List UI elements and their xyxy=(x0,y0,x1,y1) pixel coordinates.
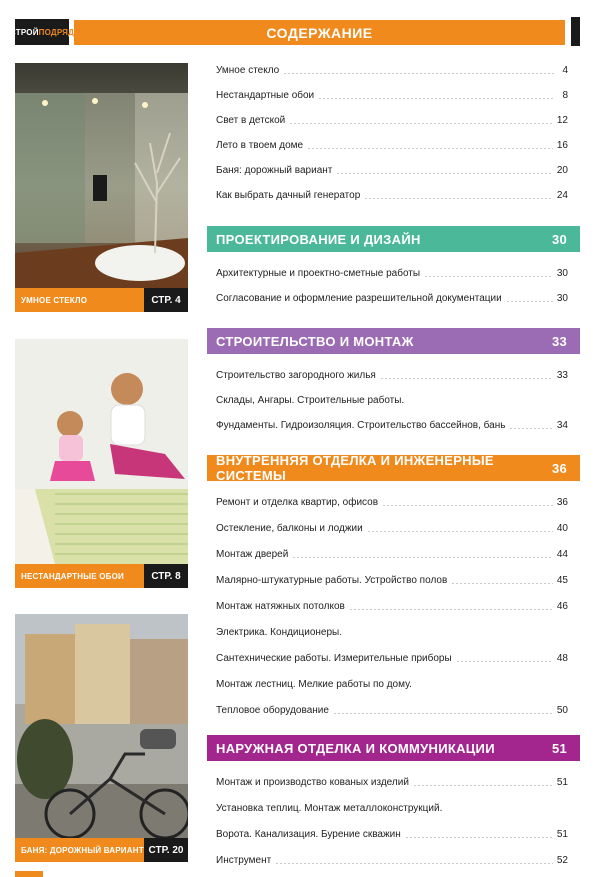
toc-entry-page: 50 xyxy=(556,705,568,716)
photo-caption: НЕСТАНДАРТНЫЕ ОБОИ xyxy=(15,564,144,588)
toc-entry-label: Как выбрать дачный генератор xyxy=(216,190,361,201)
toc-entry-label: Электрика. Кондиционеры. xyxy=(216,627,342,638)
toc-entry-page: 8 xyxy=(562,90,568,101)
bicycle-sauna-image xyxy=(15,614,188,862)
toc-entry-page: 20 xyxy=(556,165,568,176)
toc-entry-label: Фундаменты. Гидроизоляция. Строительство бассейнов, бань xyxy=(216,420,506,431)
toc-entry[interactable] xyxy=(216,650,568,664)
leader-dots xyxy=(456,661,553,662)
photo-page: СТР. 20 xyxy=(144,838,188,862)
toc-entry[interactable] xyxy=(216,367,568,381)
toc-entry-label: Монтаж и производство кованых изделий xyxy=(216,777,409,788)
toc-entry-label: Умное стекло xyxy=(216,65,280,76)
section-title: ПРОЕКТИРОВАНИЕ И ДИЗАЙН xyxy=(216,231,421,247)
toc-entry[interactable] xyxy=(216,546,568,560)
photo-caption: БАНЯ: ДОРОЖНЫЙ ВАРИАНТ xyxy=(15,838,144,862)
toc-entry-label: Монтаж дверей xyxy=(216,549,289,560)
leader-dots xyxy=(509,428,552,429)
toc-entry-page: 40 xyxy=(556,523,568,534)
leader-dots xyxy=(336,173,553,174)
leader-dots xyxy=(289,123,553,124)
contents-title: СОДЕРЖАНИЕ xyxy=(266,24,373,41)
logo-part-2: ПОДРЯД xyxy=(38,27,75,37)
toc-entry-label: Инструмент xyxy=(216,855,272,866)
section-title: НАРУЖНАЯ ОТДЕЛКА И КОММУНИКАЦИИ xyxy=(216,740,495,756)
toc-entry-label: Сантехнические работы. Измерительные приборы xyxy=(216,653,452,664)
toc-entry-label: Свет в детской xyxy=(216,115,286,126)
toc-entry-page: 44 xyxy=(556,549,568,560)
toc-entry[interactable] xyxy=(216,852,568,866)
toc-entry-page: 36 xyxy=(556,497,568,508)
toc-entry[interactable] xyxy=(216,187,568,201)
leader-dots xyxy=(380,378,553,379)
photo-caption-bar xyxy=(15,564,188,588)
toc-entry[interactable] xyxy=(216,572,568,586)
section-title: СТРОИТЕЛЬСТВО И МОНТАЖ xyxy=(216,333,414,349)
photo-caption-bar xyxy=(15,838,188,862)
header-tab-marker xyxy=(571,17,580,46)
leader-dots xyxy=(364,198,553,199)
toc-entry[interactable] xyxy=(216,774,568,788)
leader-dots xyxy=(506,301,553,302)
toc-entry-page: 52 xyxy=(556,855,568,866)
toc-entry-label: Ворота. Канализация. Бурение скважин xyxy=(216,829,401,840)
toc-entry[interactable] xyxy=(216,702,568,716)
toc-entry-page: 33 xyxy=(556,370,568,381)
section-header-design[interactable] xyxy=(207,226,580,252)
toc-entry-label: Нестандартные обои xyxy=(216,90,315,101)
toc-entry[interactable] xyxy=(216,494,568,508)
toc-entry-label: Монтаж лестниц. Мелкие работы по дому. xyxy=(216,679,412,690)
toc-entry-label: Установка теплиц. Монтаж металлоконструкций. xyxy=(216,803,443,814)
section-header-exterior[interactable] xyxy=(207,735,580,761)
logo-part-1: СТРОЙ xyxy=(9,27,39,37)
toc-entry-label: Монтаж натяжных потолков xyxy=(216,601,345,612)
toc-entry[interactable] xyxy=(216,676,568,690)
toc-entry-page: 30 xyxy=(556,268,568,279)
toc-entry-page: 30 xyxy=(556,293,568,304)
section-header-construction[interactable] xyxy=(207,328,580,354)
toc-entry[interactable] xyxy=(216,265,568,279)
leader-dots xyxy=(283,73,554,74)
toc-entry-page: 16 xyxy=(556,140,568,151)
toc-entry-page: 51 xyxy=(556,829,568,840)
section-title: ВНУТРЕННЯЯ ОТДЕЛКА И ИНЖЕНЕРНЫЕ СИСТЕМЫ xyxy=(216,453,494,483)
contents-header xyxy=(74,20,565,45)
toc-entry[interactable] xyxy=(216,137,568,151)
leader-dots xyxy=(333,713,553,714)
interior-room-image xyxy=(15,63,188,312)
toc-entry-label: Тепловое оборудование xyxy=(216,705,329,716)
toc-entry[interactable] xyxy=(216,112,568,126)
toc-entry[interactable] xyxy=(216,62,568,76)
toc-entry-label: Склады, Ангары. Строительные работы. xyxy=(216,395,405,406)
toc-entry-page: 46 xyxy=(556,601,568,612)
toc-entry[interactable] xyxy=(216,162,568,176)
toc-entry[interactable] xyxy=(216,87,568,101)
leader-dots xyxy=(275,863,553,864)
toc-entry-label: Архитектурные и проектно-сметные работы xyxy=(216,268,421,279)
page-footer-marker xyxy=(15,871,43,877)
toc-entry-page: 45 xyxy=(556,575,568,586)
photo-caption: УМНОЕ СТЕКЛО xyxy=(15,288,144,312)
toc-entry[interactable] xyxy=(216,598,568,612)
section-page: 36 xyxy=(551,460,567,476)
photo-caption-bar xyxy=(15,288,188,312)
photo-page: СТР. 4 xyxy=(144,288,188,312)
photo-wallpaper[interactable] xyxy=(15,339,188,588)
toc-entry-label: Лето в твоем доме xyxy=(216,140,304,151)
toc-entry-label: Остекление, балконы и лоджии xyxy=(216,523,363,534)
toc-entry-page: 24 xyxy=(556,190,568,201)
toc-entry[interactable] xyxy=(216,520,568,534)
section-page: 30 xyxy=(551,231,567,247)
toc-entry-page: 51 xyxy=(556,777,568,788)
leader-dots xyxy=(382,505,553,506)
photo-smart-glass[interactable] xyxy=(15,63,188,312)
section-page: 51 xyxy=(551,740,567,756)
toc-entry[interactable] xyxy=(216,624,568,638)
toc-entry-label: Малярно-штукатурные работы. Устройство полов xyxy=(216,575,448,586)
toc-entry-page: 4 xyxy=(562,65,568,76)
toc-entry[interactable] xyxy=(216,826,568,840)
toc-entry-label: Согласование и оформление разрешительной документации xyxy=(216,293,502,304)
toc-entry-page: 12 xyxy=(556,115,568,126)
leader-dots xyxy=(349,609,553,610)
section-header-interior[interactable] xyxy=(207,455,580,481)
leader-dots xyxy=(424,276,553,277)
toc-entry-page: 34 xyxy=(556,420,568,431)
leader-dots xyxy=(367,531,553,532)
section-page: 33 xyxy=(551,333,567,349)
toc-entry[interactable] xyxy=(216,392,568,406)
leader-dots xyxy=(413,785,553,786)
leader-dots xyxy=(307,148,553,149)
leader-dots xyxy=(451,583,553,584)
leader-dots xyxy=(292,557,553,558)
brand-logo xyxy=(9,19,75,45)
toc-entry-label: Ремонт и отделка квартир, офисов xyxy=(216,497,379,508)
photo-page: СТР. 8 xyxy=(144,564,188,588)
toc-entry[interactable] xyxy=(216,800,568,814)
toc-entry-page: 48 xyxy=(556,653,568,664)
toc-entry-label: Строительство загородного жилья xyxy=(216,370,376,381)
toc-entry[interactable] xyxy=(216,290,568,304)
toc-entry-label: Баня: дорожный вариант xyxy=(216,165,333,176)
toc-entry[interactable] xyxy=(216,417,568,431)
leader-dots xyxy=(405,837,553,838)
photo-sauna[interactable] xyxy=(15,614,188,862)
leader-dots xyxy=(318,98,554,99)
mother-child-image xyxy=(15,339,188,588)
